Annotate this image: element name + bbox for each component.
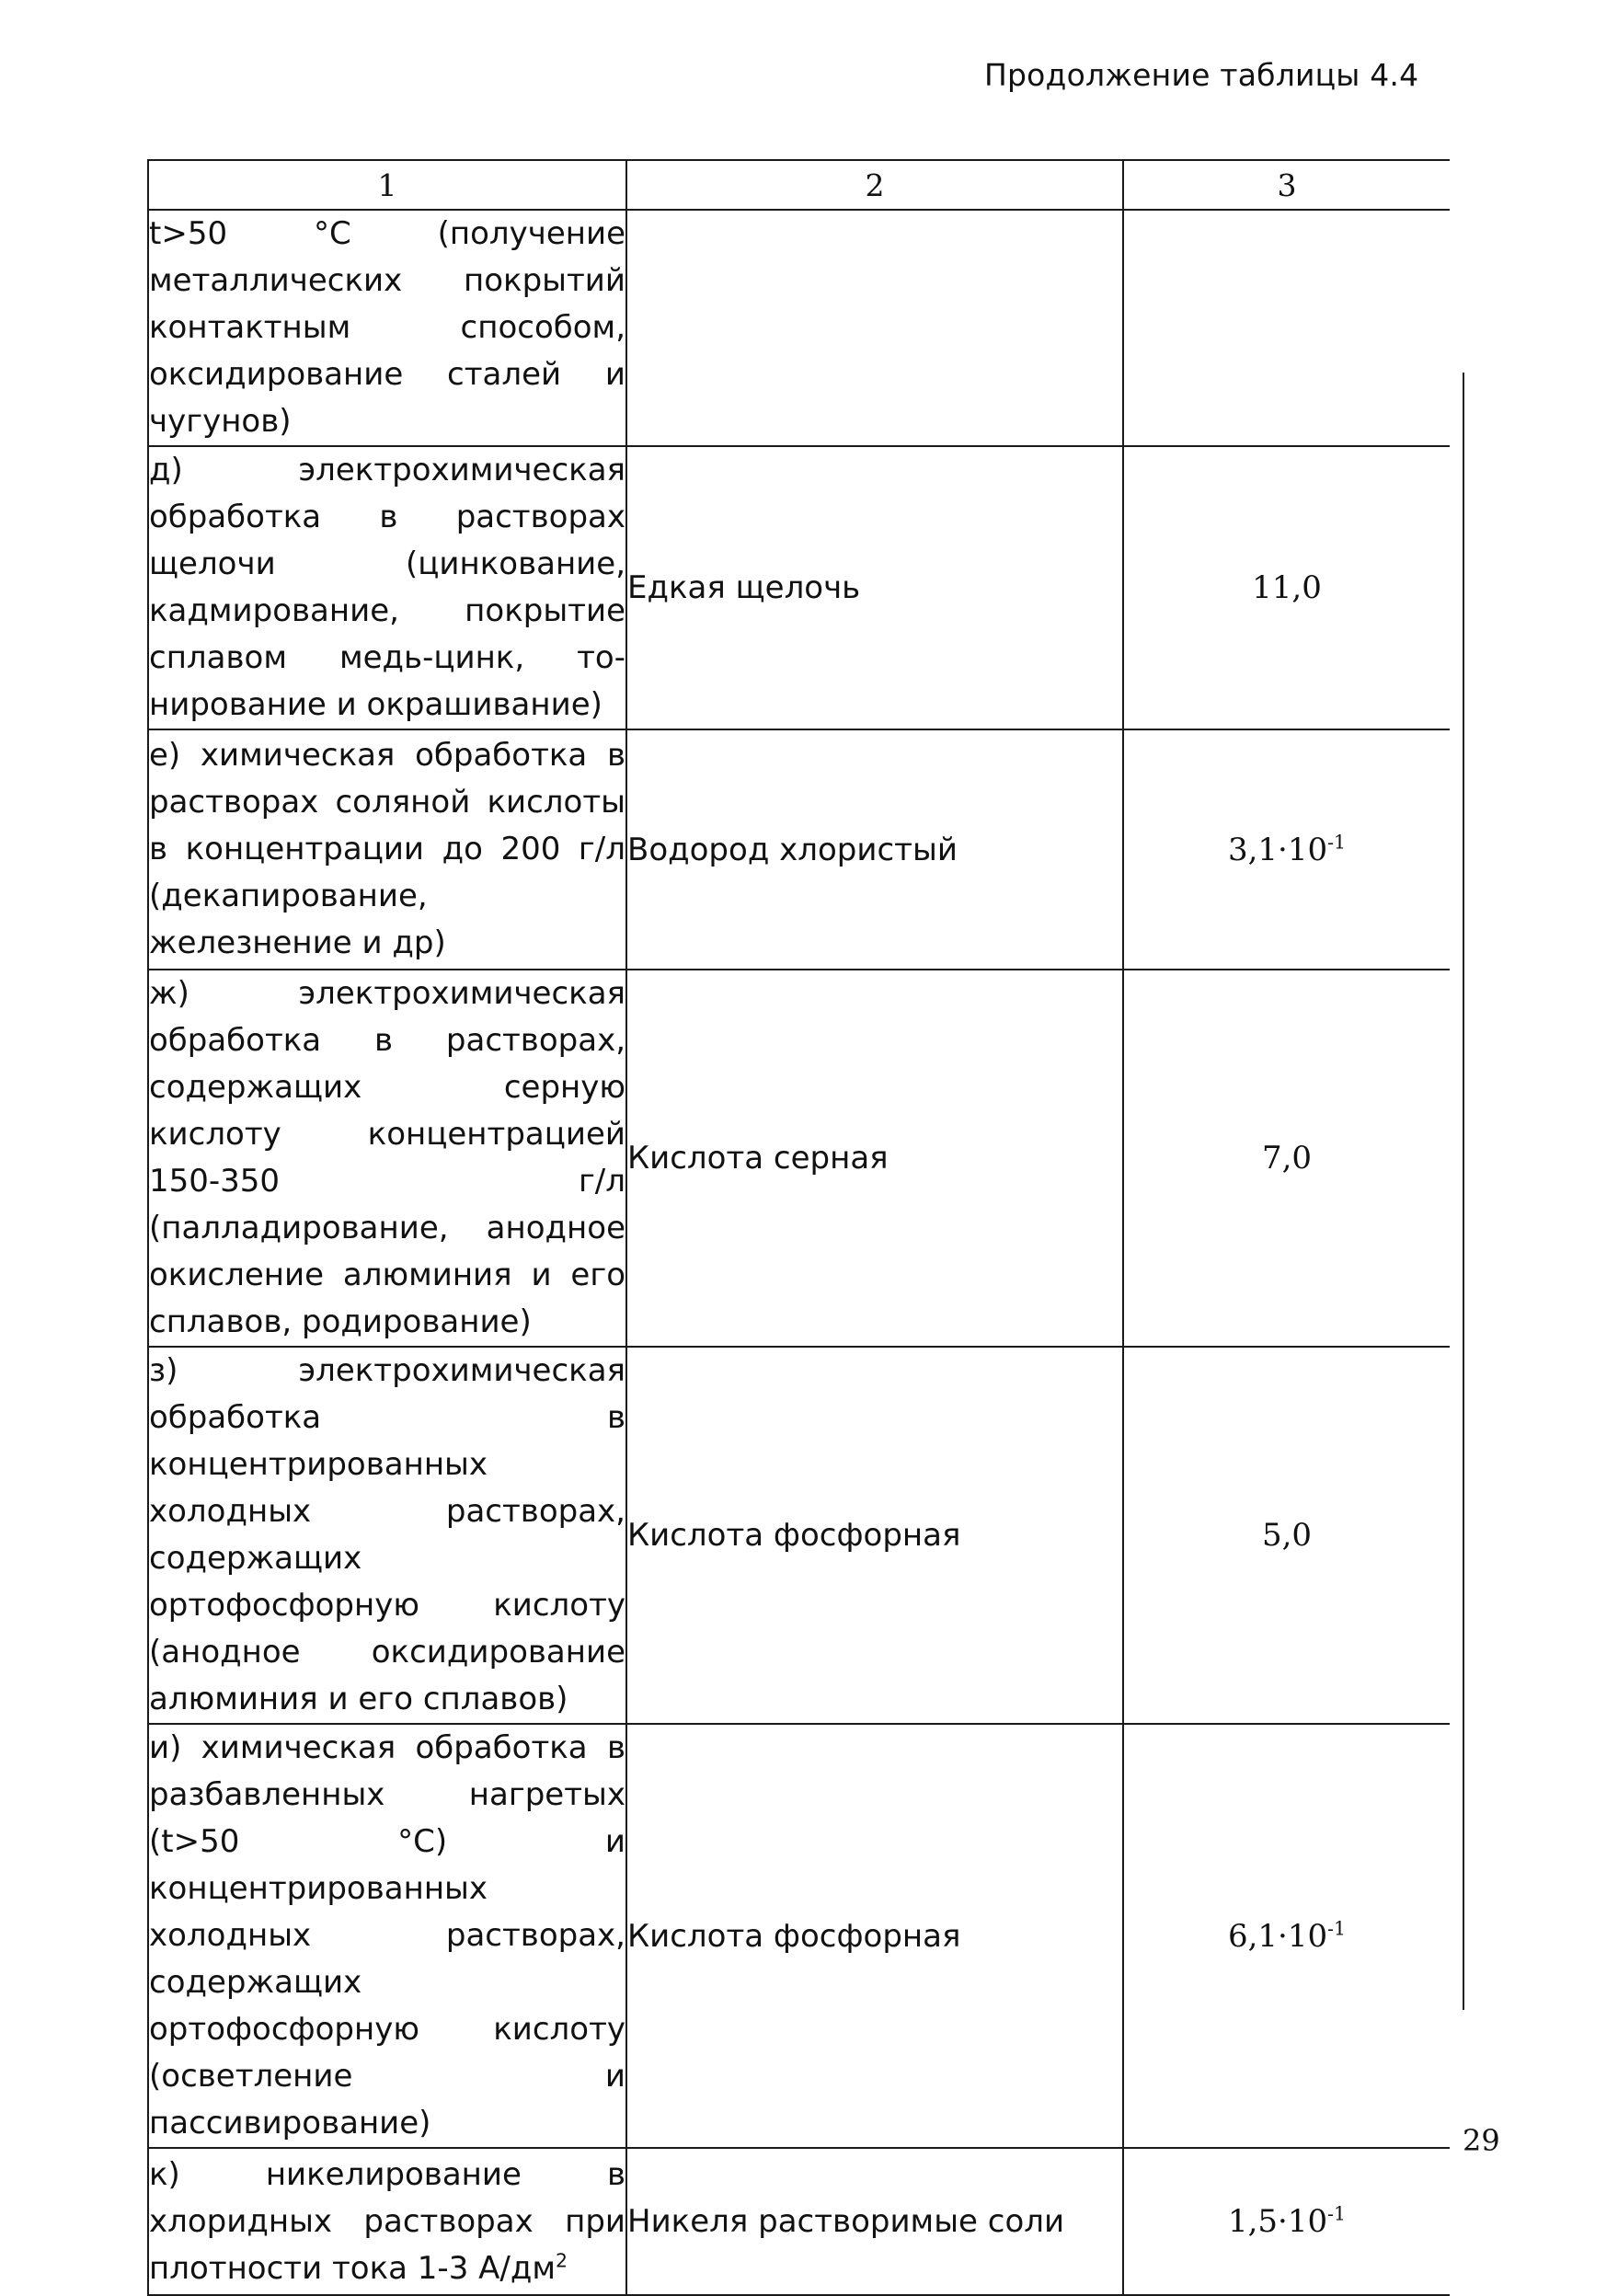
process-description: з) электрохимическая обработка в концентрированных холодных растворах, содержащих ортофосфорную кислоту (анодное оксидирование алюминия и его сплавов): [148, 1347, 626, 1724]
page-number: 29: [1463, 2123, 1500, 2158]
process-description: е) химическая обработка в растворах соляной кислоты в концентрации до 200 г/л (декапирование, железнение и др): [148, 729, 626, 970]
concentration-value: 5,0: [1123, 1347, 1450, 1724]
substance-name: Никеля растворимые соли: [626, 2148, 1123, 2295]
substance-name: Едкая щелочь: [626, 446, 1123, 729]
concentration-value: $1,5\cdot 10^{-1}$: [1123, 2148, 1450, 2295]
concentration-value: 7,0: [1123, 970, 1450, 1347]
table-row: [148, 1724, 1450, 2148]
process-description: к) никелирование в хлоридных растворах при плотности тока 1-3 $А/дм^2$: [148, 2148, 626, 2295]
table-header-row: [148, 160, 1450, 210]
substance-name: Кислота серная: [626, 970, 1123, 1347]
table-row: [148, 970, 1450, 1347]
table-row: [148, 210, 1450, 446]
process-description: t>50 °С (получение металлических покрытий контактным способом, оксидирование сталей и чугунов): [148, 210, 626, 446]
data-table: [147, 159, 1450, 2296]
concentration-value: $3,1\cdot 10^{-1}$: [1123, 729, 1450, 970]
process-description: и) химическая обработка в разбавленных нагретых (t>50 °С) и концентрированных холодных растворах, содержащих ортофосфорную кислоту (осветление и пассивирование): [148, 1724, 626, 2148]
margin-line: [1463, 373, 1464, 2010]
table-row: [148, 1347, 1450, 1724]
table-row: [148, 446, 1450, 729]
column-header-2: 2: [626, 160, 1123, 210]
concentration-value: $6,1\cdot 10^{-1}$: [1123, 1724, 1450, 2148]
table-row: [148, 2148, 1450, 2295]
substance-name: Водород хлористый: [626, 729, 1123, 970]
column-header-1: 1: [148, 160, 626, 210]
table-row: [148, 729, 1450, 970]
process-description: ж) электрохимическая обработка в растворах, содержащих серную кислоту концентрацией 150-350 г/л (палладирование, анодное окисление алюминия и его сплавов, родирование): [148, 970, 626, 1347]
substance-name: Кислота фосфорная: [626, 1724, 1123, 2148]
process-description: д) электрохимическая обработка в растворах щелочи (цинкование, кадмирование, покрытие сплавом медь-цинк, то-нирование и окрашивание): [148, 446, 626, 729]
table-caption: Продолжение таблицы 4.4: [984, 57, 1419, 93]
substance-name: Кислота фосфорная: [626, 1347, 1123, 1724]
column-header-3: 3: [1123, 160, 1450, 210]
concentration-value: 11,0: [1123, 446, 1450, 729]
substance-name: [626, 210, 1123, 446]
concentration-value: [1123, 210, 1450, 446]
